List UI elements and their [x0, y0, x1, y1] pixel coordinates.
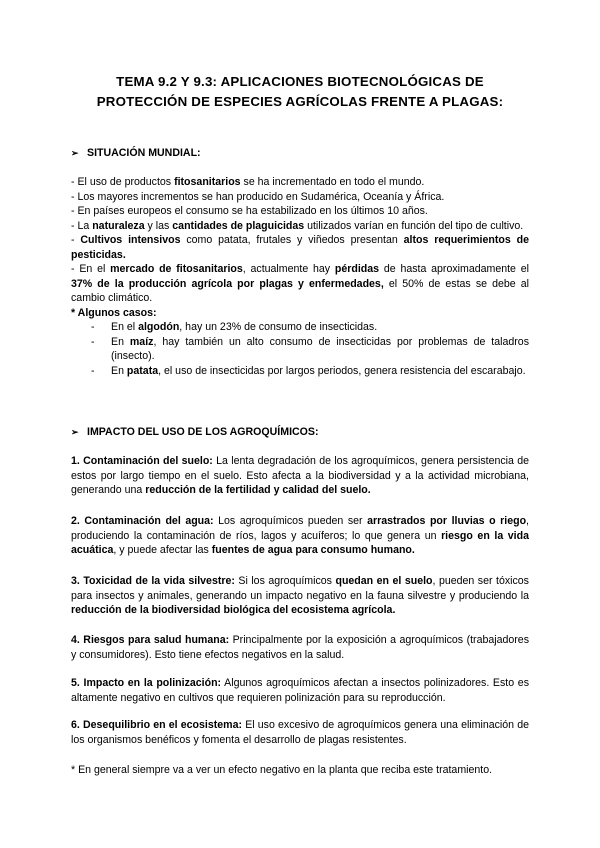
arrow-bullet-icon: ➢: [71, 148, 79, 159]
paragraph: - En países europeos el consumo se ha estabilizado en los últimos 10 años.: [71, 205, 428, 217]
title-line-1: TEMA 9.2 Y 9.3: APLICACIONES BIOTECNOLÓGICAS DE: [116, 74, 484, 89]
arrow-bullet-icon: ➢: [71, 427, 79, 438]
list-item: - En el algodón, hay un 23% de consumo de insecticidas.: [91, 321, 378, 333]
section-impacto: [71, 425, 529, 440]
impacto-item-6: 6. Desequilibrio en el ecosistema: El uso excesivo de agroquímicos genera una eliminación de los organismos benéficos y fomenta el desarrollo de plagas resistentes.: [71, 719, 530, 746]
section-heading-text: SITUACIÓN MUNDIAL:: [87, 147, 201, 159]
section-heading: [71, 146, 529, 161]
list-item: - En maíz, hay también un alto consumo de insecticidas por problemas de taladros (insecto).: [91, 335, 529, 362]
paragraph: - En el mercado de fitosanitarios, actualmente hay pérdidas de hasta aproximadamente el 37% de la producción agrícola por plagas y enfermedades, el 50% de estas se debe al cambio climático.: [71, 263, 530, 304]
title-line-2: PROTECCIÓN DE ESPECIES AGRÍCOLAS FRENTE A PLAGAS:: [96, 93, 504, 109]
section-heading-text: IMPACTO DEL USO DE LOS AGROQUÍMICOS:: [87, 426, 319, 438]
casos-list: [71, 320, 529, 378]
paragraph: - Cultivos intensivos como patata, frutales y viñedos presentan altos requerimientos de pesticidas.: [71, 234, 529, 261]
impacto-item-3: 3. Toxicidad de la vida silvestre: Si los agroquímicos quedan en el suelo, pueden ser tóxicos para insectos y animales, generando un impacto negativo en la fauna silvestre y produciendo la reducción de la biodiversidad biológica del ecosistema agrícola.: [71, 575, 529, 616]
impacto-item-5: 5. Impacto en la polinización: Algunos agroquímicos afectan a insectos polinizadores. Esto es altamente negativo en cultivos que requieren polinización para su reproducción.: [71, 677, 529, 704]
section-situacion: [71, 146, 529, 161]
list-item: - En patata, el uso de insecticidas por largos periodos, genera resistencia del escarabajo.: [91, 364, 526, 377]
section-heading: [71, 425, 529, 440]
paragraph: - El uso de productos fitosanitarios se ha incrementado en todo el mundo.: [71, 176, 425, 188]
paragraph: - La naturaleza y las cantidades de plaguicidas utilizados varían en función del tipo de cultivo.: [71, 219, 524, 232]
page-title: [60, 72, 540, 112]
casos-label: * Algunos casos:: [71, 306, 157, 319]
situacion-body: [71, 175, 529, 378]
impacto-item-4: 4. Riesgos para salud humana: Principalmente por la exposición a agroquímicos (trabajadores y consumidores). Esto tiene efectos negativos en la salud.: [71, 634, 529, 661]
paragraph: - Los mayores incrementos se han producido en Sudamérica, Oceanía y África.: [71, 190, 445, 203]
footnote: * En general siempre va a ver un efecto negativo en la planta que reciba este tratamiento.: [71, 764, 493, 776]
impacto-item-2: 2. Contaminación del agua: Los agroquímicos pueden ser arrastrados por lluvias o riego, produciendo la contaminación de ríos, lagos y acuíferos; lo que genera un riesgo en la vida acuática, y puede afectar las fuentes de agua para consumo humano.: [71, 515, 529, 556]
impacto-item-1: 1. Contaminación del suelo: La lenta degradación de los agroquímicos, genera persistencia de estos por largo tiempo en el suelo. Esto afecta a la biodiversidad y a la actividad microbiana, generando una reducción de la fertilidad y calidad del suelo.: [71, 455, 530, 496]
